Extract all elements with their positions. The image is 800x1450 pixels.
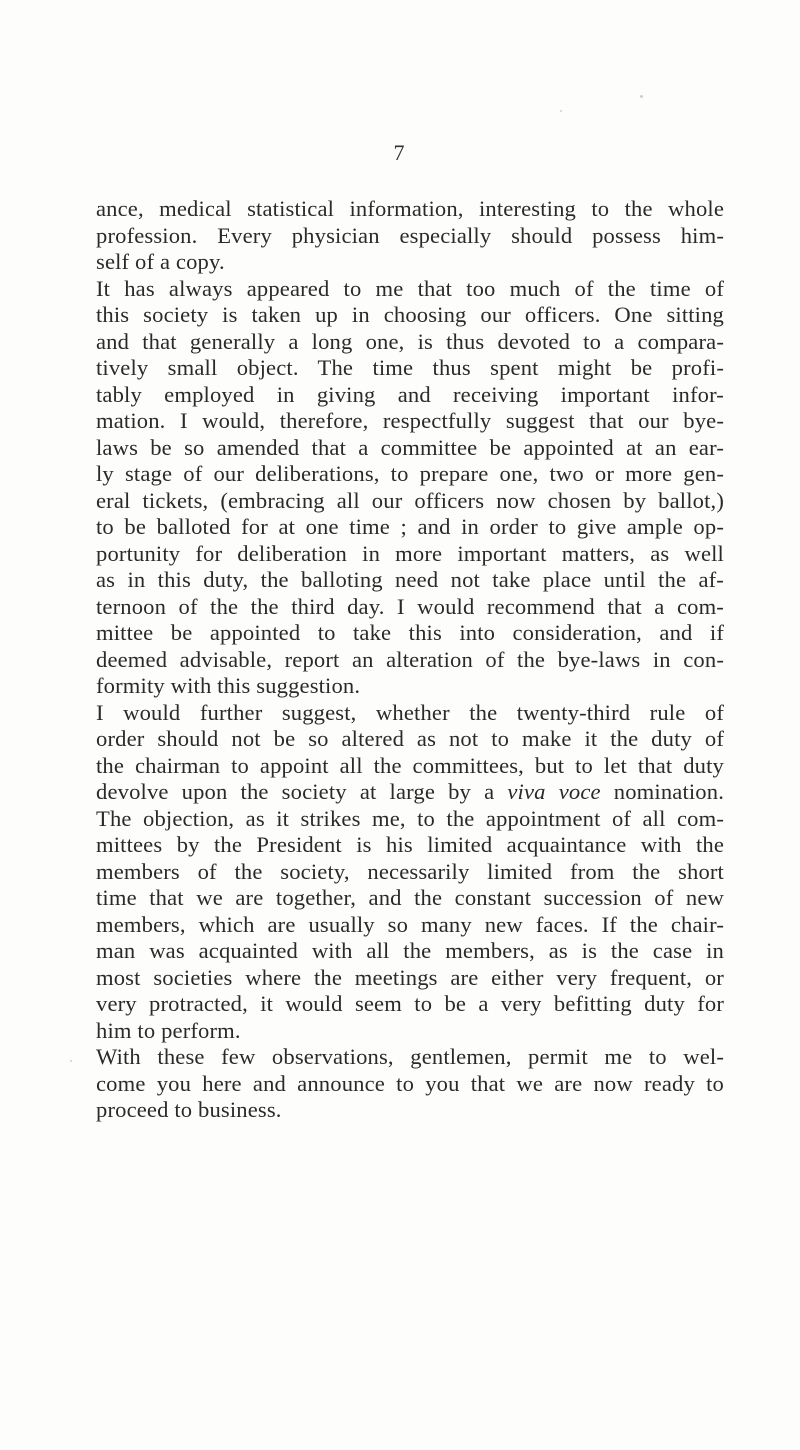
text-line: to be balloted for at one time ; and in order to give ample op- bbox=[96, 514, 724, 539]
text-line: him to perform. bbox=[96, 1017, 241, 1043]
text-line: portunity for deliberation in more important matters, as well bbox=[96, 540, 724, 566]
text-line: proceed to business. bbox=[96, 1097, 282, 1122]
text-line: mittee be appointed to take this into consideration, and if bbox=[96, 620, 724, 645]
text-line: and that generally a long one, is thus devoted to a compara- bbox=[96, 328, 724, 354]
paper-speck bbox=[560, 110, 562, 112]
text-line: members of the society, necessarily limited from the short bbox=[96, 858, 724, 884]
text-line: come you here and announce to you that we are now ready to bbox=[96, 1070, 724, 1096]
text-line: ternoon of the the third day. I would recommend that a com- bbox=[96, 593, 724, 619]
paper-speck bbox=[70, 1060, 72, 1062]
text-line: I would further suggest, whether the twenty-third rule of bbox=[96, 699, 724, 725]
text-line: mation. I would, therefore, respectfully suggest that our bye- bbox=[96, 408, 724, 433]
text-line: very protracted, it would seem to be a very befitting duty for bbox=[96, 991, 724, 1016]
text-line: ly stage of our deliberations, to prepare one, two or more gen- bbox=[96, 461, 724, 486]
text-run: nomination. bbox=[600, 779, 724, 804]
paper-speck bbox=[640, 95, 643, 98]
body-text bbox=[96, 196, 724, 1124]
text-line: It has always appeared to me that too much of the time of bbox=[96, 275, 724, 301]
text-line: time that we are together, and the constant succession of new bbox=[96, 885, 724, 910]
text-line: eral tickets, (embracing all our officers now chosen by ballot,) bbox=[96, 487, 724, 513]
text-line: tively small object. The time thus spent might be profi- bbox=[96, 355, 724, 380]
italic-phrase: viva voce bbox=[507, 779, 601, 804]
text-line: most societies where the meetings are either very frequent, or bbox=[96, 964, 724, 990]
text-line: tably employed in giving and receiving important infor- bbox=[96, 381, 724, 407]
text-line: members, which are usually so many new faces. If the chair- bbox=[96, 911, 724, 937]
text-line: man was acquainted with all the members, as is the case in bbox=[96, 938, 724, 963]
text-line: this society is taken up in choosing our officers. One sitting bbox=[96, 302, 724, 327]
text-line: the chairman to appoint all the committees, but to let that duty bbox=[96, 752, 724, 778]
text-line: formity with this suggestion. bbox=[96, 673, 361, 698]
text-line: laws be so amended that a committee be appointed at an ear- bbox=[96, 434, 724, 460]
text-run: devolve upon the society at large by a bbox=[96, 779, 508, 804]
text-line: ance, medical statistical information, interesting to the whole bbox=[96, 196, 724, 221]
text-line: The objection, as it strikes me, to the appointment of all com- bbox=[96, 805, 724, 831]
text-line: profession. Every physician especially should possess him- bbox=[96, 222, 724, 248]
page-number: 7 bbox=[393, 140, 405, 165]
text-line bbox=[96, 779, 724, 806]
text-line: as in this duty, the balloting need not take place until the af- bbox=[96, 567, 724, 592]
text-line: mittees by the President is his limited acquaintance with the bbox=[96, 832, 724, 857]
text-line: self of a copy. bbox=[96, 249, 225, 274]
text-line: order should not be so altered as not to make it the duty of bbox=[96, 726, 724, 751]
text-line: deemed advisable, report an alteration of the bye-laws in con- bbox=[96, 646, 724, 672]
text-line: With these few observations, gentlemen, permit me to wel- bbox=[96, 1044, 724, 1069]
